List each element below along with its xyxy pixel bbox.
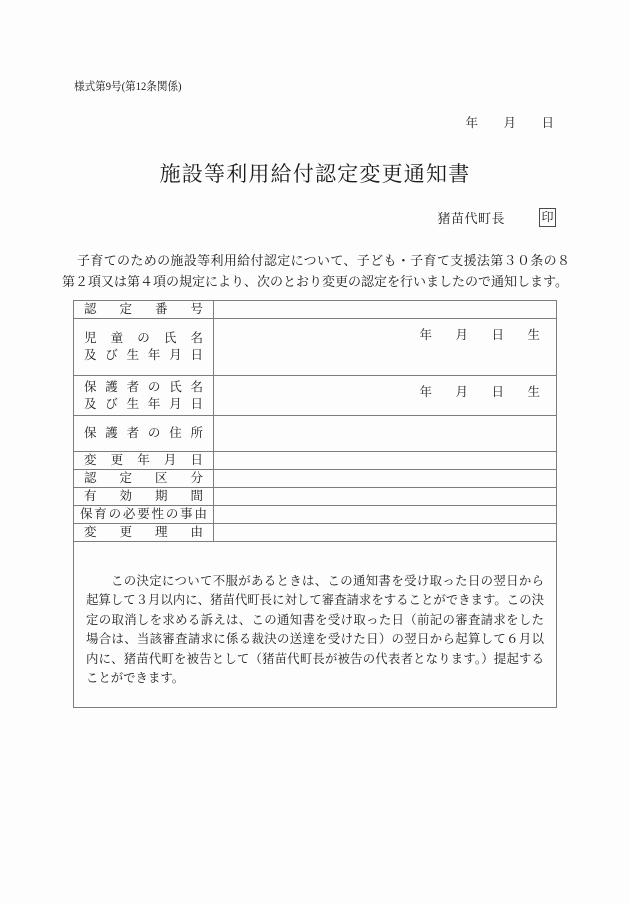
guardian-birth-day-label: 日 <box>491 385 504 399</box>
value-valid-period[interactable] <box>214 488 557 506</box>
intro-paragraph: 子育てのための施設等利用給付認定について、子ども・子育て支援法第３０条の８第２項又は第４項の規定により、次のとおり変更の認定を行いましたので通知します。 <box>62 253 570 289</box>
table-row-certification-number <box>74 301 557 319</box>
child-birth-month-label: 月 <box>455 328 468 342</box>
child-birth-suffix-label: 生 <box>527 328 540 342</box>
appeal-notice-cell <box>74 542 557 708</box>
table-row-child-name-birth <box>74 319 557 376</box>
value-guardian-address[interactable] <box>214 416 557 452</box>
table-row-change-reason <box>74 524 557 542</box>
appeal-notice-text: この決定について不服があるときは、この通知書を受け取った日の翌日から起算して３月以内に、猪苗代町長に対して審査請求をすることができます。この決定の取消しを求める訴えは、この通知書を受け取った日（前記の審査請求をした場合は、当該審査請求に係る裁決の送達を受けた日）の翌日から起算して６月以内に、猪苗代町を被告として（猪苗代町長が被告の代表者となります。）提起することができます。 <box>86 573 544 685</box>
issuer-row <box>437 208 556 227</box>
form-number: 様式第9号(第12条関係) <box>74 81 182 93</box>
guardian-birth-month-label: 月 <box>455 385 468 399</box>
date-day-label: 日 <box>541 116 554 130</box>
label-guardian-address: 保護者の住所 <box>74 416 214 452</box>
value-childcare-need-reason[interactable] <box>214 506 557 524</box>
issuer-name: 猪苗代町長 <box>437 211 505 226</box>
table-row-certification-category <box>74 470 557 488</box>
value-certification-number[interactable] <box>214 301 557 319</box>
value-child-name-birth[interactable] <box>214 319 557 376</box>
value-certification-category[interactable] <box>214 470 557 488</box>
issue-date-line <box>465 113 554 131</box>
value-change-reason[interactable] <box>214 524 557 542</box>
guardian-birth-suffix-label: 生 <box>527 385 540 399</box>
label-guardian-name-birth: 保護者の氏名 及び生年月日 <box>74 376 214 416</box>
guardian-birth-date-line <box>419 382 540 400</box>
value-guardian-name-birth[interactable] <box>214 376 557 416</box>
table-row-guardian-address <box>74 416 557 452</box>
child-birth-day-label: 日 <box>491 328 504 342</box>
child-birth-year-label: 年 <box>419 328 432 342</box>
label-certification-number: 認定番号 <box>74 301 214 319</box>
guardian-birth-year-label: 年 <box>419 385 432 399</box>
certification-table <box>73 300 557 708</box>
label-valid-period: 有効期間 <box>74 488 214 506</box>
label-childcare-need-reason: 保育の必要性の事由 <box>74 506 214 524</box>
label-certification-category: 認定区分 <box>74 470 214 488</box>
table-row-valid-period <box>74 488 557 506</box>
date-year-label: 年 <box>465 116 478 130</box>
label-change-reason: 変更理由 <box>74 524 214 542</box>
label-child-name-birth: 児童の氏名 及び生年月日 <box>74 319 214 376</box>
page-title: 施設等利用給付認定変更通知書 <box>159 162 471 186</box>
value-change-date[interactable] <box>214 452 557 470</box>
table-row-guardian-name-birth <box>74 376 557 416</box>
label-change-date: 変更年月日 <box>74 452 214 470</box>
child-birth-date-line <box>419 325 540 343</box>
table-row-appeal-notice <box>74 542 557 708</box>
date-month-label: 月 <box>503 116 516 130</box>
table-row-change-date <box>74 452 557 470</box>
table-row-childcare-need-reason <box>74 506 557 524</box>
seal-box: 印 <box>539 208 556 227</box>
